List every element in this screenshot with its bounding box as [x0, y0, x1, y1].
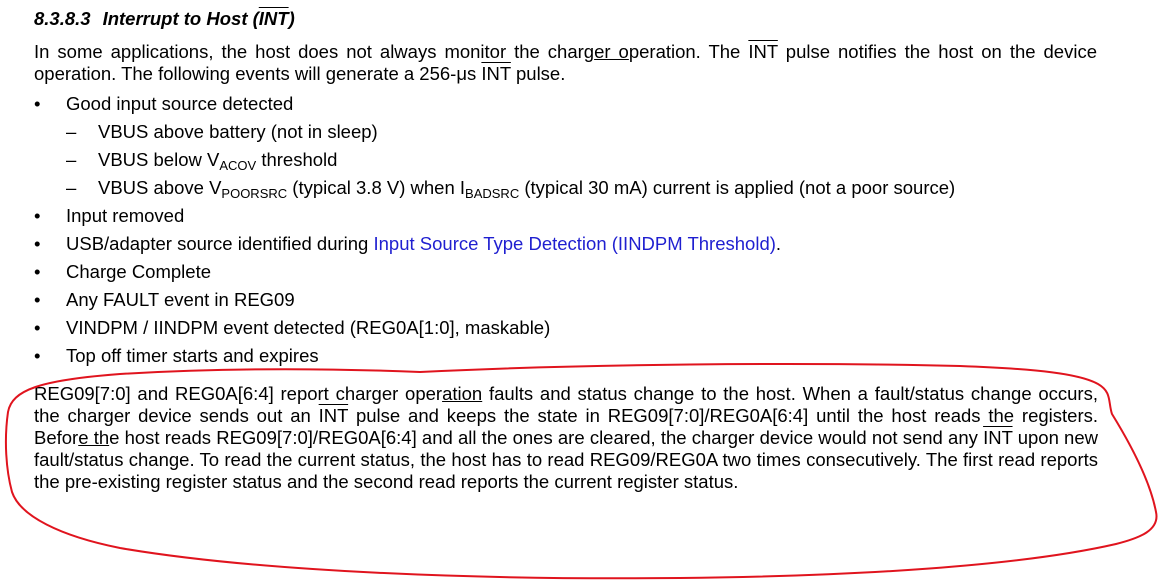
- list-item-text: Input removed: [66, 205, 185, 226]
- final-text-underlined-1: ation: [442, 383, 483, 404]
- intro-paragraph: [34, 41, 1097, 85]
- intro-int-signal-1: $\overline{INT}$: [748, 41, 778, 62]
- final-int-signal-1: $\overline{INT}$: [318, 405, 349, 426]
- section-title-prefix: Interrupt to Host (: [102, 8, 259, 29]
- intro-text-1: In some applications, the host does not always monitor the charg: [34, 41, 595, 62]
- list-item-text: USB/adapter source identified during: [66, 233, 374, 254]
- sublist-item-vbus-above-battery: [66, 121, 378, 143]
- list-item-input-removed: [34, 205, 184, 227]
- list-item-text: Charge Complete: [66, 261, 211, 282]
- final-text-2: faults and status change to the host. When a fault/status change occurs, the charger device sends out an: [34, 383, 1098, 426]
- bullet-marker: •: [34, 233, 41, 254]
- section-title-suffix: ): [288, 8, 295, 29]
- intro-int-signal-2: $\overline{INT}$: [481, 63, 511, 84]
- intro-text-2: peration. The: [628, 41, 749, 62]
- list-item-good-input: [34, 93, 293, 115]
- list-item-text: Good input source detected: [66, 93, 294, 114]
- list-item-topoff: [34, 345, 319, 367]
- list-item-usb-adapter: [34, 233, 781, 255]
- list-item-charge-complete: [34, 261, 211, 283]
- sublist-item-text: VBUS above V: [98, 177, 222, 198]
- bullet-marker: •: [34, 261, 41, 282]
- input-source-detection-link[interactable]: Input Source Type Detection (IINDPM Threshold): [373, 233, 776, 254]
- sublist-item-text-suffix: threshold: [256, 149, 338, 170]
- intro-text-3: pulse notifies the host on the device operation. The following events will generate a 256-μs: [34, 41, 1097, 84]
- subscript-badsrc: BADSRC: [465, 186, 520, 201]
- list-item-text: VINDPM / IINDPM event detected (REG0A[1:0], maskable): [66, 317, 551, 338]
- bullet-marker: •: [34, 93, 41, 114]
- subscript-acov: ACOV: [219, 158, 257, 173]
- final-text-5: upon new fault/status change. To read the current status, the host has to read REG09/REG0A two times consecutively. The first read reports the pre-existing register status and the second read reports the current register status.: [34, 427, 1098, 492]
- sublist-item-text-mid: (typical 3.8 V) when I: [287, 177, 466, 198]
- bullet-marker: •: [34, 205, 41, 226]
- dash-marker: –: [66, 149, 77, 170]
- final-text-underlined-2: e th: [78, 427, 110, 448]
- sublist-item-text: VBUS below V: [98, 149, 220, 170]
- intro-text-underlined: er o: [594, 41, 629, 62]
- list-item-vindpm: [34, 317, 550, 339]
- dash-marker: –: [66, 177, 77, 198]
- section-title-signal: $\overline{INT}$: [258, 8, 289, 29]
- dash-marker: –: [66, 121, 77, 142]
- final-text-3: pulse and keeps the state in REG09[7:0]/REG0A[6:4] until the host reads the registers. Befor: [34, 405, 1099, 448]
- section-number: 8.3.8.3: [34, 8, 91, 29]
- subscript-poorsrc: POORSRC: [221, 186, 288, 201]
- sublist-item-vbus-below-vacov: [66, 149, 337, 171]
- final-int-signal-2: $\overline{INT}$: [983, 427, 1013, 448]
- bullet-marker: •: [34, 317, 41, 338]
- sublist-item-text-suffix: (typical 30 mA) current is applied (not a poor source): [519, 177, 956, 198]
- list-item-text: Any FAULT event in REG09: [66, 289, 295, 310]
- sublist-item-text: VBUS above battery (not in sleep): [98, 121, 378, 142]
- sublist-item-vbus-above-vpoorsrc: [66, 177, 955, 199]
- bullet-marker: •: [34, 345, 41, 366]
- intro-text-4: pulse.: [510, 63, 566, 84]
- final-text-1: REG09[7:0] and REG0A[6:4] report charger oper: [34, 383, 443, 404]
- bullet-marker: •: [34, 289, 41, 310]
- section-heading: [34, 8, 295, 30]
- final-text-4: e host reads REG09[7:0]/REG0A[6:4] and all the ones are cleared, the charger device would not send any: [109, 427, 984, 448]
- list-item-text: Top off timer starts and expires: [66, 345, 319, 366]
- list-item-text-suffix: .: [775, 233, 782, 254]
- list-item-fault: [34, 289, 295, 311]
- status-register-paragraph: [34, 383, 1098, 493]
